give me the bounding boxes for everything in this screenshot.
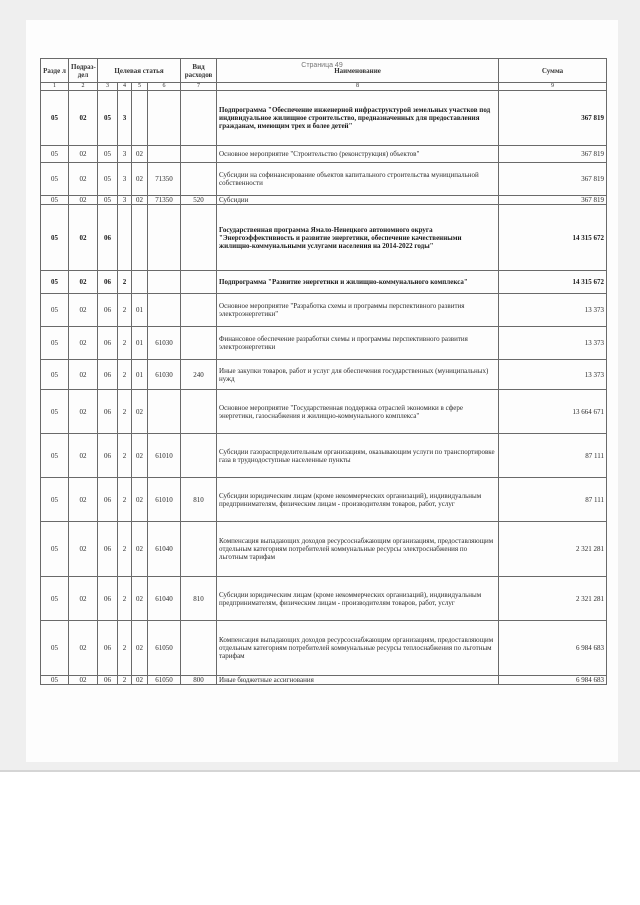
cell-naimenovanie: Основное мероприятие "Разработка схемы и программы перспективного развития электроэнергетики" xyxy=(217,294,499,327)
cell-event: 02 xyxy=(132,676,148,685)
cell-event: 02 xyxy=(132,196,148,205)
cell-direction: 61050 xyxy=(148,621,181,676)
cell-program: 06 xyxy=(98,676,118,685)
cell-summa: 13 373 xyxy=(499,294,607,327)
cell-naimenovanie: Субсидии на софинансирование объектов капитального строительства муниципальной собственности xyxy=(217,163,499,196)
cell-podrazdel: 02 xyxy=(69,621,98,676)
col-number: 4 xyxy=(118,83,132,91)
cell-direction: 61050 xyxy=(148,676,181,685)
cell-direction: 61010 xyxy=(148,478,181,522)
cell-program: 05 xyxy=(98,196,118,205)
cell-razdel: 05 xyxy=(41,434,69,478)
cell-naimenovanie: Основное мероприятие "Строительство (реконструкция) объектов" xyxy=(217,146,499,163)
cell-vid: 520 xyxy=(181,196,217,205)
cell-vid xyxy=(181,271,217,294)
cell-naimenovanie: Компенсация выпадающих доходов ресурсоснабжающим организациям, предоставляющим отдельным категориям потребителей коммунальные ресурсы электроснабжения по льготным тарифам xyxy=(217,522,499,577)
cell-summa: 367 819 xyxy=(499,163,607,196)
column-number-row xyxy=(41,83,607,91)
header-summa: Сумма xyxy=(499,59,607,83)
cell-summa: 14 315 672 xyxy=(499,271,607,294)
col-number: 7 xyxy=(181,83,217,91)
col-number: 3 xyxy=(98,83,118,91)
cell-direction: 71350 xyxy=(148,163,181,196)
cell-naimenovanie: Иные бюджетные ассигнования xyxy=(217,676,499,685)
cell-event: 01 xyxy=(132,360,148,390)
cell-subprogram: 2 xyxy=(118,327,132,360)
cell-program: 06 xyxy=(98,577,118,621)
cell-program: 06 xyxy=(98,271,118,294)
cell-event: 02 xyxy=(132,522,148,577)
cell-direction: 61010 xyxy=(148,434,181,478)
cell-summa: 367 819 xyxy=(499,146,607,163)
cell-razdel: 05 xyxy=(41,294,69,327)
cell-naimenovanie: Субсидии юридическим лицам (кроме некоммерческих организаций), индивидуальным предпринимателям, физическим лицам - производителям товаров, работ, услуг xyxy=(217,577,499,621)
cell-razdel: 05 xyxy=(41,390,69,434)
cell-direction xyxy=(148,271,181,294)
cell-program: 05 xyxy=(98,163,118,196)
table-row xyxy=(41,390,607,434)
cell-direction xyxy=(148,294,181,327)
cell-naimenovanie: Субсидии газораспределительным организациям, оказывающим услуги по транспортировке газа в труднодоступные населенные пункты xyxy=(217,434,499,478)
cell-vid xyxy=(181,91,217,146)
cell-direction: 61030 xyxy=(148,327,181,360)
cell-vid: 810 xyxy=(181,478,217,522)
cell-summa: 367 819 xyxy=(499,91,607,146)
cell-vid xyxy=(181,327,217,360)
cell-summa: 2 321 281 xyxy=(499,522,607,577)
cell-podrazdel: 02 xyxy=(69,146,98,163)
cell-program: 06 xyxy=(98,360,118,390)
cell-podrazdel: 02 xyxy=(69,163,98,196)
cell-podrazdel: 02 xyxy=(69,434,98,478)
col-number: 5 xyxy=(132,83,148,91)
cell-subprogram: 2 xyxy=(118,478,132,522)
cell-razdel: 05 xyxy=(41,327,69,360)
cell-razdel: 05 xyxy=(41,478,69,522)
cell-razdel: 05 xyxy=(41,522,69,577)
cell-subprogram: 3 xyxy=(118,196,132,205)
cell-naimenovanie: Подпрограмма "Развитие энергетики и жилищно-коммунального комплекса" xyxy=(217,271,499,294)
cell-subprogram: 2 xyxy=(118,360,132,390)
cell-summa: 367 819 xyxy=(499,196,607,205)
table-row xyxy=(41,163,607,196)
cell-direction: 71350 xyxy=(148,196,181,205)
table-row xyxy=(41,146,607,163)
cell-podrazdel: 02 xyxy=(69,478,98,522)
cell-vid xyxy=(181,205,217,271)
table-row xyxy=(41,196,607,205)
cell-event: 02 xyxy=(132,163,148,196)
header-naimenovanie: Наименование xyxy=(217,59,499,83)
cell-vid: 240 xyxy=(181,360,217,390)
cell-razdel: 05 xyxy=(41,196,69,205)
cell-program: 05 xyxy=(98,146,118,163)
cell-razdel: 05 xyxy=(41,360,69,390)
cell-subprogram: 2 xyxy=(118,621,132,676)
cell-event: 01 xyxy=(132,327,148,360)
cell-program: 06 xyxy=(98,434,118,478)
table-row xyxy=(41,577,607,621)
cell-event xyxy=(132,271,148,294)
cell-vid xyxy=(181,522,217,577)
table-row xyxy=(41,327,607,360)
table-row xyxy=(41,621,607,676)
table-row xyxy=(41,91,607,146)
cell-podrazdel: 02 xyxy=(69,205,98,271)
cell-direction: 61040 xyxy=(148,522,181,577)
cell-subprogram: 2 xyxy=(118,390,132,434)
cell-summa: 13 373 xyxy=(499,327,607,360)
cell-podrazdel: 02 xyxy=(69,676,98,685)
header-row xyxy=(41,59,607,83)
cell-vid xyxy=(181,163,217,196)
cell-event: 02 xyxy=(132,390,148,434)
cell-subprogram: 2 xyxy=(118,676,132,685)
cell-vid: 800 xyxy=(181,676,217,685)
cell-naimenovanie: Субсидии юридическим лицам (кроме некоммерческих организаций), индивидуальным предпринимателям, физическим лицам - производителям товаров, работ, услуг xyxy=(217,478,499,522)
cell-program: 06 xyxy=(98,327,118,360)
table-row xyxy=(41,205,607,271)
cell-summa: 6 984 683 xyxy=(499,676,607,685)
table-row xyxy=(41,478,607,522)
cell-razdel: 05 xyxy=(41,146,69,163)
col-number: 9 xyxy=(499,83,607,91)
cell-summa: 2 321 281 xyxy=(499,577,607,621)
col-number: 2 xyxy=(69,83,98,91)
cell-vid: 810 xyxy=(181,577,217,621)
col-number: 8 xyxy=(217,83,499,91)
cell-program: 06 xyxy=(98,390,118,434)
cell-razdel: 05 xyxy=(41,91,69,146)
cell-event: 02 xyxy=(132,621,148,676)
cell-vid xyxy=(181,294,217,327)
col-number: 1 xyxy=(41,83,69,91)
cell-subprogram: 3 xyxy=(118,146,132,163)
cell-naimenovanie: Подпрограмма "Обеспечение инженерной инфраструктурой земельных участков под индивидуальное жилищное строительство, предназначенных для предоставления гражданам, имеющим трех и более детей" xyxy=(217,91,499,146)
cell-podrazdel: 02 xyxy=(69,327,98,360)
cell-summa: 87 111 xyxy=(499,434,607,478)
cell-podrazdel: 02 xyxy=(69,522,98,577)
cell-razdel: 05 xyxy=(41,577,69,621)
cell-event: 02 xyxy=(132,577,148,621)
cell-subprogram: 2 xyxy=(118,271,132,294)
header-podrazdel: Подраз- дел xyxy=(69,59,98,83)
cell-razdel: 05 xyxy=(41,205,69,271)
budget-table xyxy=(40,58,607,685)
cell-podrazdel: 02 xyxy=(69,91,98,146)
cell-event: 01 xyxy=(132,294,148,327)
cell-direction: 61030 xyxy=(148,360,181,390)
cell-naimenovanie: Финансовое обеспечение разработки схемы и программы перспективного развития электроэнергетики xyxy=(217,327,499,360)
table-row xyxy=(41,294,607,327)
cell-podrazdel: 02 xyxy=(69,196,98,205)
cell-direction xyxy=(148,146,181,163)
cell-podrazdel: 02 xyxy=(69,360,98,390)
cell-vid xyxy=(181,146,217,163)
header-razdel: Разде л xyxy=(41,59,69,83)
cell-direction xyxy=(148,205,181,271)
cell-summa: 13 373 xyxy=(499,360,607,390)
cell-summa: 14 315 672 xyxy=(499,205,607,271)
cell-program: 05 xyxy=(98,91,118,146)
cell-event xyxy=(132,91,148,146)
cell-program: 06 xyxy=(98,522,118,577)
cell-subprogram: 2 xyxy=(118,577,132,621)
cell-event: 02 xyxy=(132,434,148,478)
cell-naimenovanie: Государственная программа Ямало-Ненецкого автономного округа "Энергоэффективность и развитие энергетики, обеспечение качественными жилищно-коммунальными услугами населения на 2014-2022 годы" xyxy=(217,205,499,271)
cell-razdel: 05 xyxy=(41,621,69,676)
cell-vid xyxy=(181,621,217,676)
table-row xyxy=(41,434,607,478)
cell-program: 06 xyxy=(98,205,118,271)
header-celevaya-statya: Целевая статья xyxy=(98,59,181,83)
page-number: Страница 49 xyxy=(301,62,343,69)
cell-summa: 87 111 xyxy=(499,478,607,522)
cell-event xyxy=(132,205,148,271)
header-vid-rashodov: Вид расходов xyxy=(181,59,217,83)
table-row xyxy=(41,271,607,294)
cell-vid xyxy=(181,434,217,478)
table-row xyxy=(41,522,607,577)
cell-podrazdel: 02 xyxy=(69,271,98,294)
cell-direction xyxy=(148,91,181,146)
cell-summa: 13 664 671 xyxy=(499,390,607,434)
cell-subprogram: 3 xyxy=(118,163,132,196)
cell-program: 06 xyxy=(98,478,118,522)
cell-razdel: 05 xyxy=(41,676,69,685)
cell-podrazdel: 02 xyxy=(69,294,98,327)
cell-subprogram: 3 xyxy=(118,91,132,146)
cell-direction: 61040 xyxy=(148,577,181,621)
cell-direction xyxy=(148,390,181,434)
cell-subprogram: 2 xyxy=(118,294,132,327)
cell-program: 06 xyxy=(98,621,118,676)
cell-razdel: 05 xyxy=(41,163,69,196)
cell-razdel: 05 xyxy=(41,271,69,294)
cell-subprogram: 2 xyxy=(118,522,132,577)
col-number: 6 xyxy=(148,83,181,91)
cell-vid xyxy=(181,390,217,434)
cell-subprogram: 2 xyxy=(118,434,132,478)
cell-naimenovanie: Субсидии xyxy=(217,196,499,205)
cell-podrazdel: 02 xyxy=(69,390,98,434)
table-row xyxy=(41,676,607,685)
cell-subprogram xyxy=(118,205,132,271)
cell-naimenovanie: Иные закупки товаров, работ и услуг для обеспечения государственных (муниципальных) нужд xyxy=(217,360,499,390)
table-row xyxy=(41,360,607,390)
cell-event: 02 xyxy=(132,478,148,522)
cell-event: 02 xyxy=(132,146,148,163)
cell-naimenovanie: Основное мероприятие "Государственная поддержка отраслей экономики в сфере энергетики, газоснабжения и жилищно-коммунального комплекса" xyxy=(217,390,499,434)
cell-podrazdel: 02 xyxy=(69,577,98,621)
cell-program: 06 xyxy=(98,294,118,327)
cell-summa: 6 984 683 xyxy=(499,621,607,676)
cell-naimenovanie: Компенсация выпадающих доходов ресурсоснабжающим организациям, предоставляющим отдельным категориям потребителей коммунальные ресурсы теплоснабжения по льготным тарифам xyxy=(217,621,499,676)
